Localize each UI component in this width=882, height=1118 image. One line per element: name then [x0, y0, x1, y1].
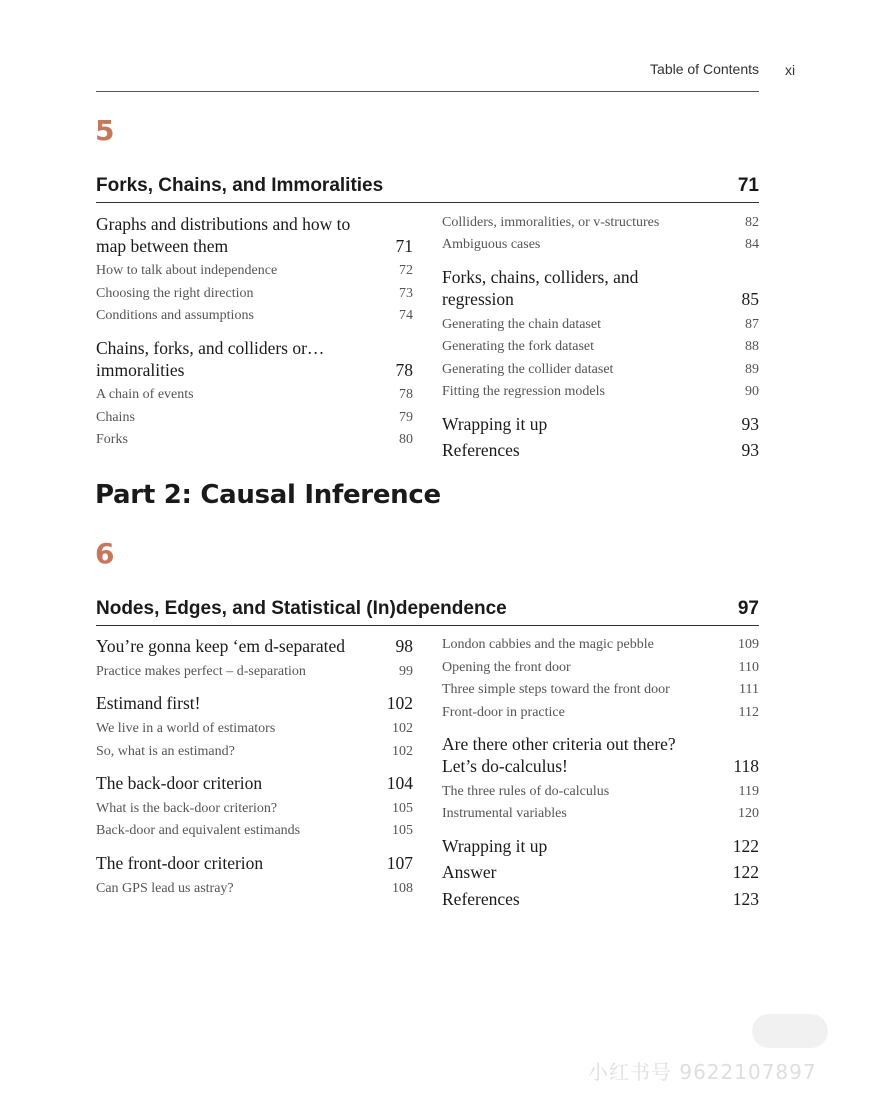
toc-entry-page: 123 [732, 889, 759, 909]
header-rule [96, 91, 759, 92]
toc-subsection-entry[interactable] [442, 783, 759, 801]
toc-entry-page: 74 [399, 308, 413, 323]
toc-subsection-entry[interactable] [96, 720, 413, 738]
toc-entry-text: A chain of events [96, 387, 194, 402]
toc-entry-page: 90 [745, 384, 759, 399]
toc-entry-text: Ambiguous cases [442, 237, 541, 252]
toc-subsection-entry[interactable] [442, 214, 759, 232]
chapter-6-rule [96, 625, 759, 626]
toc-entry-page: 99 [399, 664, 413, 679]
toc-entry-page: 93 [741, 440, 759, 460]
toc-subsection-entry[interactable] [442, 704, 759, 722]
chapter-6-title-row [96, 598, 759, 620]
toc-section-entry[interactable] [96, 213, 413, 257]
chapter-5-title: Forks, Chains, and Immoralities [96, 175, 384, 196]
toc-entry-page: 72 [399, 263, 413, 278]
toc-subsection-entry[interactable] [96, 743, 413, 761]
toc-entry-page: 102 [386, 693, 413, 713]
running-header-title: Table of Contents [650, 61, 759, 77]
toc-entry-text: Choosing the right direction [96, 286, 254, 301]
toc-entry-text: Forks [96, 432, 128, 447]
toc-entry-page: 112 [738, 705, 759, 720]
toc-entry-text: The front-door criterion [96, 853, 264, 873]
toc-entry-page: 87 [745, 317, 759, 332]
toc-subsection-entry[interactable] [442, 681, 759, 699]
watermark-text: 小红书号 9622107897 [588, 1060, 817, 1084]
toc-entry-text: The three rules of do-calculus [442, 784, 610, 799]
toc-entry-text: Wrapping it up [442, 414, 548, 434]
toc-entry-text: The back-door criterion [96, 773, 263, 793]
toc-entry-text: Conditions and assumptions [96, 308, 254, 323]
toc-subsection-entry[interactable] [442, 659, 759, 677]
toc-entry-text: Instrumental variables [442, 806, 567, 821]
toc-entry-page: 105 [392, 823, 413, 838]
toc-entry-page: 85 [741, 289, 759, 309]
toc-entry-page: 105 [392, 801, 413, 816]
toc-entry-text: Forks, chains, colliders, and regression [442, 267, 639, 309]
toc-section-entry[interactable] [96, 337, 413, 381]
toc-entry-text: Generating the chain dataset [442, 317, 601, 332]
toc-subsection-entry[interactable] [442, 338, 759, 356]
toc-entry-text: Three simple steps toward the front door [442, 682, 670, 697]
toc-entry-page: 108 [392, 881, 413, 896]
toc-entry-text: What is the back-door criterion? [96, 801, 278, 816]
toc-entry-page: 79 [399, 410, 413, 425]
toc-entry-page: 78 [399, 387, 413, 402]
toc-entry-page: 88 [745, 339, 759, 354]
toc-subsection-entry[interactable] [442, 636, 759, 654]
toc-entry-text: Practice makes perfect – d-separation [96, 664, 306, 679]
toc-entry-text: Back-door and equivalent estimands [96, 823, 301, 838]
toc-entry-page: 98 [395, 636, 413, 656]
toc-entry-page: 73 [399, 286, 413, 301]
toc-subsection-entry[interactable] [96, 431, 413, 449]
toc-entry-page: 104 [386, 773, 413, 793]
toc-subsection-entry[interactable] [442, 805, 759, 823]
toc-entry-text: So, what is an estimand? [96, 744, 235, 759]
toc-section-entry[interactable] [96, 772, 413, 794]
toc-entry-text: You’re gonna keep ‘em d-separated [96, 636, 345, 656]
toc-entry-text: Opening the front door [442, 660, 571, 675]
toc-subsection-entry[interactable] [96, 262, 413, 280]
chapter-6-title: Nodes, Edges, and Statistical (In)dependence [96, 598, 507, 619]
toc-entry-text: Answer [442, 862, 497, 882]
toc-section-entry[interactable] [442, 888, 759, 910]
toc-entry-page: 118 [733, 756, 759, 776]
toc-section-entry[interactable] [442, 266, 759, 310]
toc-entry-text: Colliders, immoralities, or v-structures [442, 215, 660, 230]
toc-entry-text: Fitting the regression models [442, 384, 605, 399]
toc-section-entry[interactable] [442, 861, 759, 883]
toc-entry-page: 80 [399, 432, 413, 447]
toc-entry-text: Chains [96, 410, 135, 425]
watermark-badge [752, 1014, 828, 1048]
toc-entry-text: We live in a world of estimators [96, 721, 276, 736]
toc-subsection-entry[interactable] [96, 880, 413, 898]
toc-subsection-entry[interactable] [442, 236, 759, 254]
toc-entry-page: 109 [738, 637, 759, 652]
toc-entry-text: How to talk about independence [96, 263, 278, 278]
toc-subsection-entry[interactable] [442, 383, 759, 401]
toc-entry-text: References [442, 440, 520, 460]
chapter-5-number: 5 [95, 114, 115, 147]
toc-entry-page: 71 [395, 236, 413, 256]
toc-entry-text: Are there other criteria out there? Let’s do-calculus! [442, 734, 676, 776]
toc-entry-page: 122 [732, 862, 759, 882]
toc-entry-page: 111 [739, 682, 759, 697]
toc-section-entry[interactable] [442, 835, 759, 857]
toc-subsection-entry[interactable] [442, 361, 759, 379]
chapter-5-rule [96, 202, 759, 203]
toc-entry-page: 122 [732, 836, 759, 856]
toc-subsection-entry[interactable] [96, 307, 413, 325]
toc-subsection-entry[interactable] [96, 386, 413, 404]
toc-entry-page: 107 [386, 853, 413, 873]
toc-entry-text: Generating the collider dataset [442, 362, 614, 377]
toc-section-entry[interactable] [442, 413, 759, 435]
toc-entry-page: 93 [741, 414, 759, 434]
toc-section-entry[interactable] [442, 733, 759, 777]
toc-entry-text: Graphs and distributions and how to map between them [96, 214, 351, 256]
toc-entry-page: 102 [392, 744, 413, 759]
toc-entry-page: 119 [738, 784, 759, 799]
toc-subsection-entry[interactable] [96, 800, 413, 818]
chapter-6-number: 6 [95, 537, 115, 570]
toc-entry-page: 102 [392, 721, 413, 736]
toc-entry-page: 82 [745, 215, 759, 230]
toc-entry-text: Wrapping it up [442, 836, 548, 856]
toc-entry-text: Chains, forks, and colliders or… immoralities [96, 338, 325, 380]
running-header-page-number: xi [785, 62, 796, 78]
toc-section-entry[interactable] [96, 635, 413, 657]
chapter-5-title-row [96, 175, 759, 197]
toc-entry-page: 89 [745, 362, 759, 377]
toc-entry-page: 110 [738, 660, 759, 675]
toc-subsection-entry[interactable] [96, 409, 413, 427]
toc-entry-text: London cabbies and the magic pebble [442, 637, 654, 652]
toc-section-entry[interactable] [442, 439, 759, 461]
toc-subsection-entry[interactable] [96, 822, 413, 840]
toc-entry-text: Generating the fork dataset [442, 339, 594, 354]
toc-section-entry[interactable] [96, 692, 413, 714]
chapter-5-page: 71 [737, 175, 759, 196]
toc-subsection-entry[interactable] [442, 316, 759, 334]
toc-entry-page: 78 [395, 360, 413, 380]
toc-entry-text: Front-door in practice [442, 705, 565, 720]
toc-subsection-entry[interactable] [96, 285, 413, 303]
toc-entry-text: Can GPS lead us astray? [96, 881, 234, 896]
toc-entry-text: Estimand first! [96, 693, 201, 713]
toc-entry-page: 84 [745, 237, 759, 252]
toc-entry-text: References [442, 889, 520, 909]
toc-section-entry[interactable] [96, 852, 413, 874]
chapter-6-page: 97 [737, 598, 759, 619]
toc-subsection-entry[interactable] [96, 663, 413, 681]
toc-entry-page: 120 [738, 806, 759, 821]
part-title: Part 2: Causal Inference [95, 480, 441, 510]
